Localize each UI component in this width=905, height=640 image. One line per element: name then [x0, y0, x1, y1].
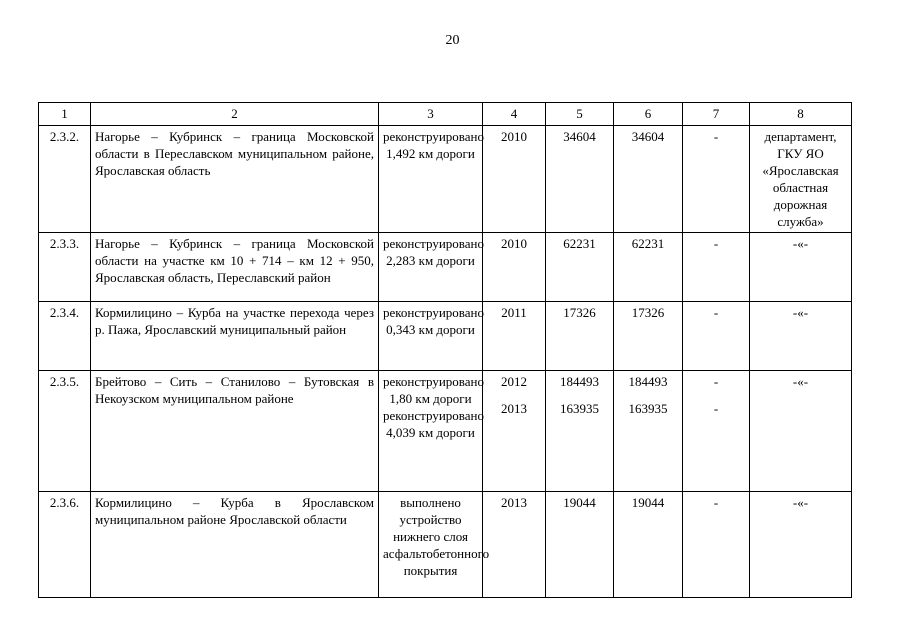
value-col6: 163935 [628, 401, 668, 416]
value-col6: 17326 [614, 302, 683, 371]
value-col5: 34604 [546, 126, 614, 233]
road-section: Брейтово – Сить – Станилово – Бутовская в Некоузском муниципальном районе [91, 371, 379, 492]
road-section: Нагорье – Кубринск – граница Московской области на участке км 10 + 714 – км 12 + 950, Ярославская область, Переславский район [91, 233, 379, 302]
value-col5: 184493 [560, 374, 599, 389]
spacer [487, 390, 541, 400]
executor: департамент, ГКУ ЯО «Ярославская областная дорожная служба» [750, 126, 852, 233]
value-col7: - [713, 401, 719, 416]
header-cell: 1 [39, 103, 91, 126]
value-col5: 19044 [546, 492, 614, 598]
header-cell: 8 [750, 103, 852, 126]
row-number: 2.3.6. [39, 492, 91, 598]
road-section: Кормилицино – Курба на участке перехода через р. Пажа, Ярославский муниципальный район [91, 302, 379, 371]
table-row [39, 492, 852, 598]
row-number: 2.3.2. [39, 126, 91, 233]
value-col6: 184493 [628, 374, 668, 389]
header-cell: 7 [683, 103, 750, 126]
value-col7: - [683, 126, 750, 233]
executor: -«- [750, 302, 852, 371]
value-col6-group [614, 371, 683, 492]
executor: -«- [750, 371, 852, 492]
work-description: выполнено устройство нижнего слоя асфальтобетонного покрытия [379, 492, 483, 598]
work-description: реконструировано 1,492 км дороги [379, 126, 483, 233]
road-section: Кормилицино – Курба в Ярославском муниципальном районе Ярославской области [91, 492, 379, 598]
table-row [39, 126, 852, 233]
work-description-group [379, 371, 483, 492]
value-col7: - [683, 492, 750, 598]
road-works-table [38, 102, 852, 598]
value-col5: 163935 [560, 401, 599, 416]
row-number: 2.3.5. [39, 371, 91, 492]
work-description: реконструировано 0,343 км дороги [379, 302, 483, 371]
value-col5: 62231 [546, 233, 614, 302]
year: 2010 [483, 126, 546, 233]
header-cell: 3 [379, 103, 483, 126]
work-description: реконструировано 1,80 км дороги [383, 374, 484, 406]
value-col6: 34604 [614, 126, 683, 233]
table-row [39, 302, 852, 371]
work-description: реконструировано 2,283 км дороги [379, 233, 483, 302]
header-cell: 2 [91, 103, 379, 126]
year: 2013 [501, 401, 527, 416]
value-col5-group [546, 371, 614, 492]
row-number: 2.3.4. [39, 302, 91, 371]
table-row [39, 371, 852, 492]
value-col7: - [713, 374, 719, 389]
header-row [39, 103, 852, 126]
year: 2012 [501, 374, 527, 389]
header-cell: 5 [546, 103, 614, 126]
value-col6: 19044 [614, 492, 683, 598]
year: 2010 [483, 233, 546, 302]
row-number: 2.3.3. [39, 233, 91, 302]
value-col5: 17326 [546, 302, 614, 371]
header-cell: 6 [614, 103, 683, 126]
year: 2013 [483, 492, 546, 598]
year-group [483, 371, 546, 492]
executor: -«- [750, 233, 852, 302]
road-section: Нагорье – Кубринск – граница Московской области в Переславском муниципальном районе, Ярославская область [91, 126, 379, 233]
value-col7-group [683, 371, 750, 492]
year: 2011 [483, 302, 546, 371]
table-row [39, 233, 852, 302]
value-col6: 62231 [614, 233, 683, 302]
spacer [550, 390, 609, 400]
executor: -«- [750, 492, 852, 598]
header-cell: 4 [483, 103, 546, 126]
spacer [687, 390, 745, 400]
value-col7: - [683, 233, 750, 302]
spacer [618, 390, 678, 400]
work-description: реконструировано 4,039 км дороги [383, 408, 484, 440]
value-col7: - [683, 302, 750, 371]
page-number: 20 [445, 33, 460, 48]
